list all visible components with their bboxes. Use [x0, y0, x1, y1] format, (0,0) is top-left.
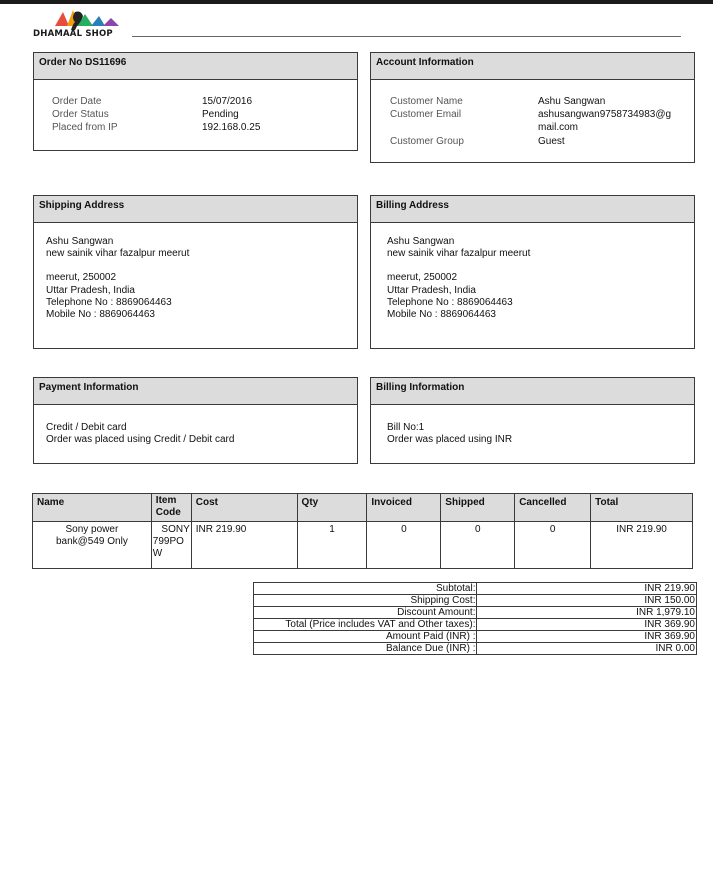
billing-address-heading: Billing Address [371, 196, 694, 223]
col-total: Total [591, 494, 693, 522]
customer-name-value: Ashu Sangwan [538, 96, 606, 107]
customer-group-value: Guest [538, 136, 565, 147]
grand-total-value: INR 369.90 [477, 619, 697, 631]
header-rule [132, 36, 681, 37]
customer-email-value: ashusangwan9758734983@g [538, 109, 672, 120]
shipping-address [46, 236, 189, 321]
shipping-cost-label: Shipping Cost: [254, 595, 477, 607]
item-code-line1: SONY [161, 524, 190, 535]
order-box [33, 52, 358, 151]
totals-row-balance-due [254, 643, 697, 655]
top-bar [0, 0, 713, 4]
billing-info-heading: Billing Information [371, 378, 694, 405]
discount-label: Discount Amount: [254, 607, 477, 619]
billing-mobile: Mobile No : 8869064463 [387, 309, 496, 321]
order-items-table [32, 493, 693, 569]
item-name-line1: Sony power [65, 524, 119, 535]
billing-currency-note: Order was placed using INR [387, 434, 513, 446]
grand-total-label: Total (Price includes VAT and Other taxes): [254, 619, 477, 631]
shipping-street: new sainik vihar fazalpur meerut [46, 248, 190, 260]
shipping-mobile: Mobile No : 8869064463 [46, 309, 155, 321]
payment-details [46, 422, 234, 446]
order-status-label: Order Status [52, 109, 109, 120]
payment-box [33, 377, 358, 464]
table-row [33, 522, 693, 569]
col-item-code-line2: Code [155, 507, 181, 518]
totals-row-subtotal [254, 583, 697, 595]
col-shipped: Shipped [441, 494, 515, 522]
billing-info-details [387, 422, 512, 446]
shipping-telephone: Telephone No : 8869064463 [46, 296, 172, 308]
col-item-code [151, 494, 191, 522]
item-name-line2: bank@549 Only [55, 536, 128, 547]
bill-number: Bill No:1 [387, 422, 425, 433]
account-heading: Account Information [371, 53, 694, 80]
item-cost: INR 219.90 [191, 522, 297, 569]
shop-logo [33, 8, 143, 38]
col-cost: Cost [191, 494, 297, 522]
payment-heading: Payment Information [34, 378, 357, 405]
balance-due-value: INR 0.00 [477, 643, 697, 655]
order-totals-table [253, 582, 697, 655]
subtotal-value: INR 219.90 [477, 583, 697, 595]
billing-telephone: Telephone No : 8869064463 [387, 296, 513, 308]
billing-address [387, 236, 530, 321]
customer-name-label: Customer Name [390, 96, 463, 107]
order-date-label: Order Date [52, 96, 102, 107]
order-heading: Order No DS11696 [34, 53, 357, 80]
shipping-city: meerut, 250002 [46, 272, 117, 284]
order-ip-label: Placed from IP [52, 122, 118, 133]
shipping-region: Uttar Pradesh, India [46, 284, 135, 296]
balance-due-label: Balance Due (INR) : [254, 643, 477, 655]
col-invoiced: Invoiced [367, 494, 441, 522]
shipping-cost-value: INR 150.00 [477, 595, 697, 607]
payment-note: Order was placed using Credit / Debit card [46, 434, 235, 446]
items-header-row [33, 494, 693, 522]
col-item-code-line1: Item [155, 495, 177, 506]
item-code-line3: W [152, 548, 163, 559]
totals-row-amount-paid [254, 631, 697, 643]
totals-row-grand-total [254, 619, 697, 631]
customer-group-label: Customer Group [390, 136, 464, 147]
item-code [151, 522, 191, 569]
order-ip-value: 192.168.0.25 [202, 122, 261, 133]
item-invoiced: 0 [367, 522, 441, 569]
billing-info-box [370, 377, 695, 464]
item-total: INR 219.90 [591, 522, 693, 569]
item-shipped: 0 [441, 522, 515, 569]
billing-city: meerut, 250002 [387, 272, 458, 284]
shipping-name: Ashu Sangwan [46, 236, 114, 247]
payment-method: Credit / Debit card [46, 422, 127, 433]
item-cancelled: 0 [515, 522, 591, 569]
col-qty: Qty [297, 494, 367, 522]
totals-row-discount [254, 607, 697, 619]
amount-paid-value: INR 369.90 [477, 631, 697, 643]
billing-region: Uttar Pradesh, India [387, 284, 476, 296]
order-status-value: Pending [202, 109, 239, 120]
col-name: Name [33, 494, 152, 522]
totals-row-shipping [254, 595, 697, 607]
customer-email-value-cont: mail.com [538, 122, 579, 133]
item-qty: 1 [297, 522, 367, 569]
billing-street: new sainik vihar fazalpur meerut [387, 248, 531, 260]
shipping-heading: Shipping Address [34, 196, 357, 223]
billing-address-box [370, 195, 695, 349]
subtotal-label: Subtotal: [254, 583, 477, 595]
amount-paid-label: Amount Paid (INR) : [254, 631, 477, 643]
shipping-box [33, 195, 358, 349]
item-code-line2: 799PO [152, 536, 184, 547]
col-cancelled: Cancelled [515, 494, 591, 522]
item-name [33, 522, 152, 569]
order-date-value: 15/07/2016 [202, 96, 253, 107]
logo-figure-icon [33, 8, 143, 30]
account-box [370, 52, 695, 163]
billing-name: Ashu Sangwan [387, 236, 455, 247]
discount-value: INR 1,979.10 [477, 607, 697, 619]
customer-email-label: Customer Email [390, 109, 462, 120]
logo-text: DHAMAAL SHOP [33, 29, 113, 39]
